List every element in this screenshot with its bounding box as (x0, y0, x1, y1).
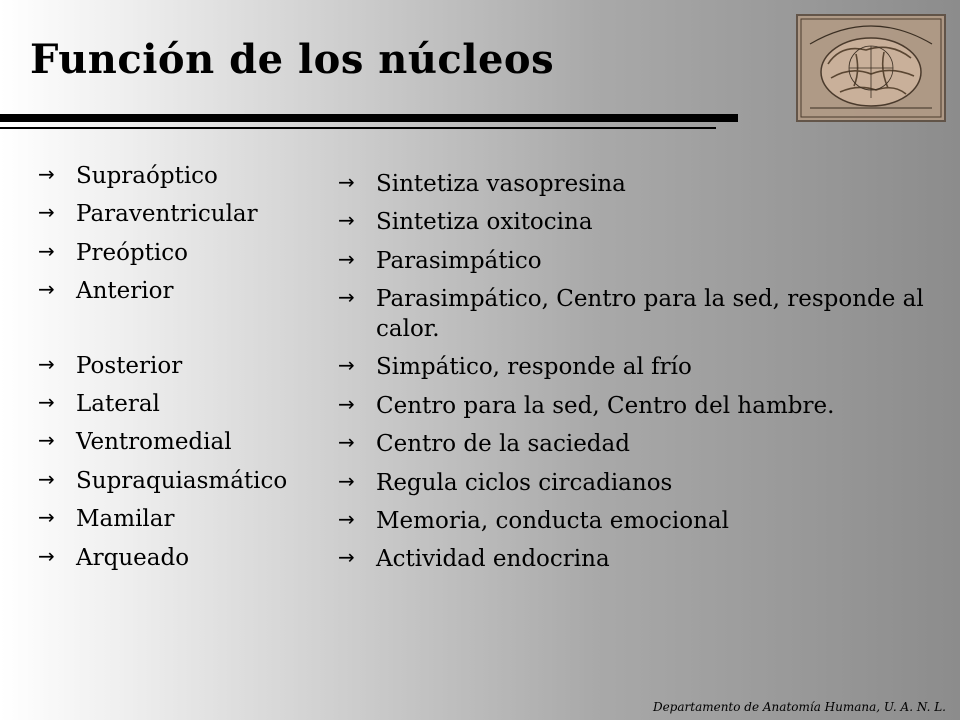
list-item: → Paraventricular (38, 200, 258, 228)
arrow-bullet-icon: → (38, 277, 55, 302)
title-underline-thin (0, 127, 716, 129)
list-item: → Preóptico (38, 238, 188, 266)
list-item: → Simpático, responde al frío (338, 353, 692, 381)
list-item: → Mamilar (38, 505, 175, 533)
list-item: → Sintetiza vasopresina (338, 170, 626, 197)
arrow-bullet-icon: → (338, 246, 355, 271)
arrow-bullet-icon: → (38, 389, 55, 414)
arrow-bullet-icon: → (338, 468, 355, 493)
arrow-bullet-icon: → (338, 353, 355, 378)
list-item: → Actividad endocrina (338, 545, 610, 573)
footer-credit: Departamento de Anatomía Humana, U. A. N. L. (652, 700, 946, 714)
list-item: → Centro para la sed, Centro del hambre. (338, 391, 835, 419)
arrow-bullet-icon: → (38, 466, 55, 491)
list-item: → Anterior (38, 277, 174, 305)
arrow-bullet-icon: → (338, 285, 355, 310)
arrow-bullet-icon: → (38, 238, 55, 263)
arrow-bullet-icon: → (38, 162, 55, 186)
arrow-bullet-icon: → (38, 543, 55, 568)
list-item: → Sintetiza oxitocina (338, 208, 593, 236)
arrow-bullet-icon: → (38, 351, 55, 376)
list-item: → Memoria, conducta emocional (338, 506, 729, 534)
arrow-bullet-icon: → (38, 505, 55, 530)
arrow-bullet-icon: → (338, 170, 355, 194)
nuclei-list (38, 162, 338, 582)
list-item: → Regula ciclos circadianos (338, 468, 673, 496)
arrow-bullet-icon: → (338, 545, 355, 570)
list-item: → Arqueado (38, 543, 190, 571)
slide-title: Función de los núcleos (30, 36, 555, 83)
arrow-bullet-icon: → (338, 430, 355, 455)
list-item: → Supraquiasmático (38, 466, 288, 494)
arrow-bullet-icon: → (338, 506, 355, 531)
list-item: → Supraóptico (38, 162, 218, 189)
list-item: → Lateral (38, 389, 160, 417)
list-item: → Posterior (38, 351, 183, 379)
title-underline-thick (0, 114, 738, 122)
function-list (338, 170, 948, 584)
arrow-bullet-icon: → (338, 208, 355, 233)
brain-seal-icon (796, 14, 946, 122)
arrow-bullet-icon: → (338, 391, 355, 416)
arrow-bullet-icon: → (38, 200, 55, 225)
list-item: → Parasimpático (338, 246, 542, 274)
list-item: → Centro de la saciedad (338, 430, 630, 458)
list-item: → Ventromedial (38, 428, 232, 456)
arrow-bullet-icon: → (38, 428, 55, 453)
list-item: → Parasimpático, Centro para la sed, responde al calor. (338, 285, 924, 342)
